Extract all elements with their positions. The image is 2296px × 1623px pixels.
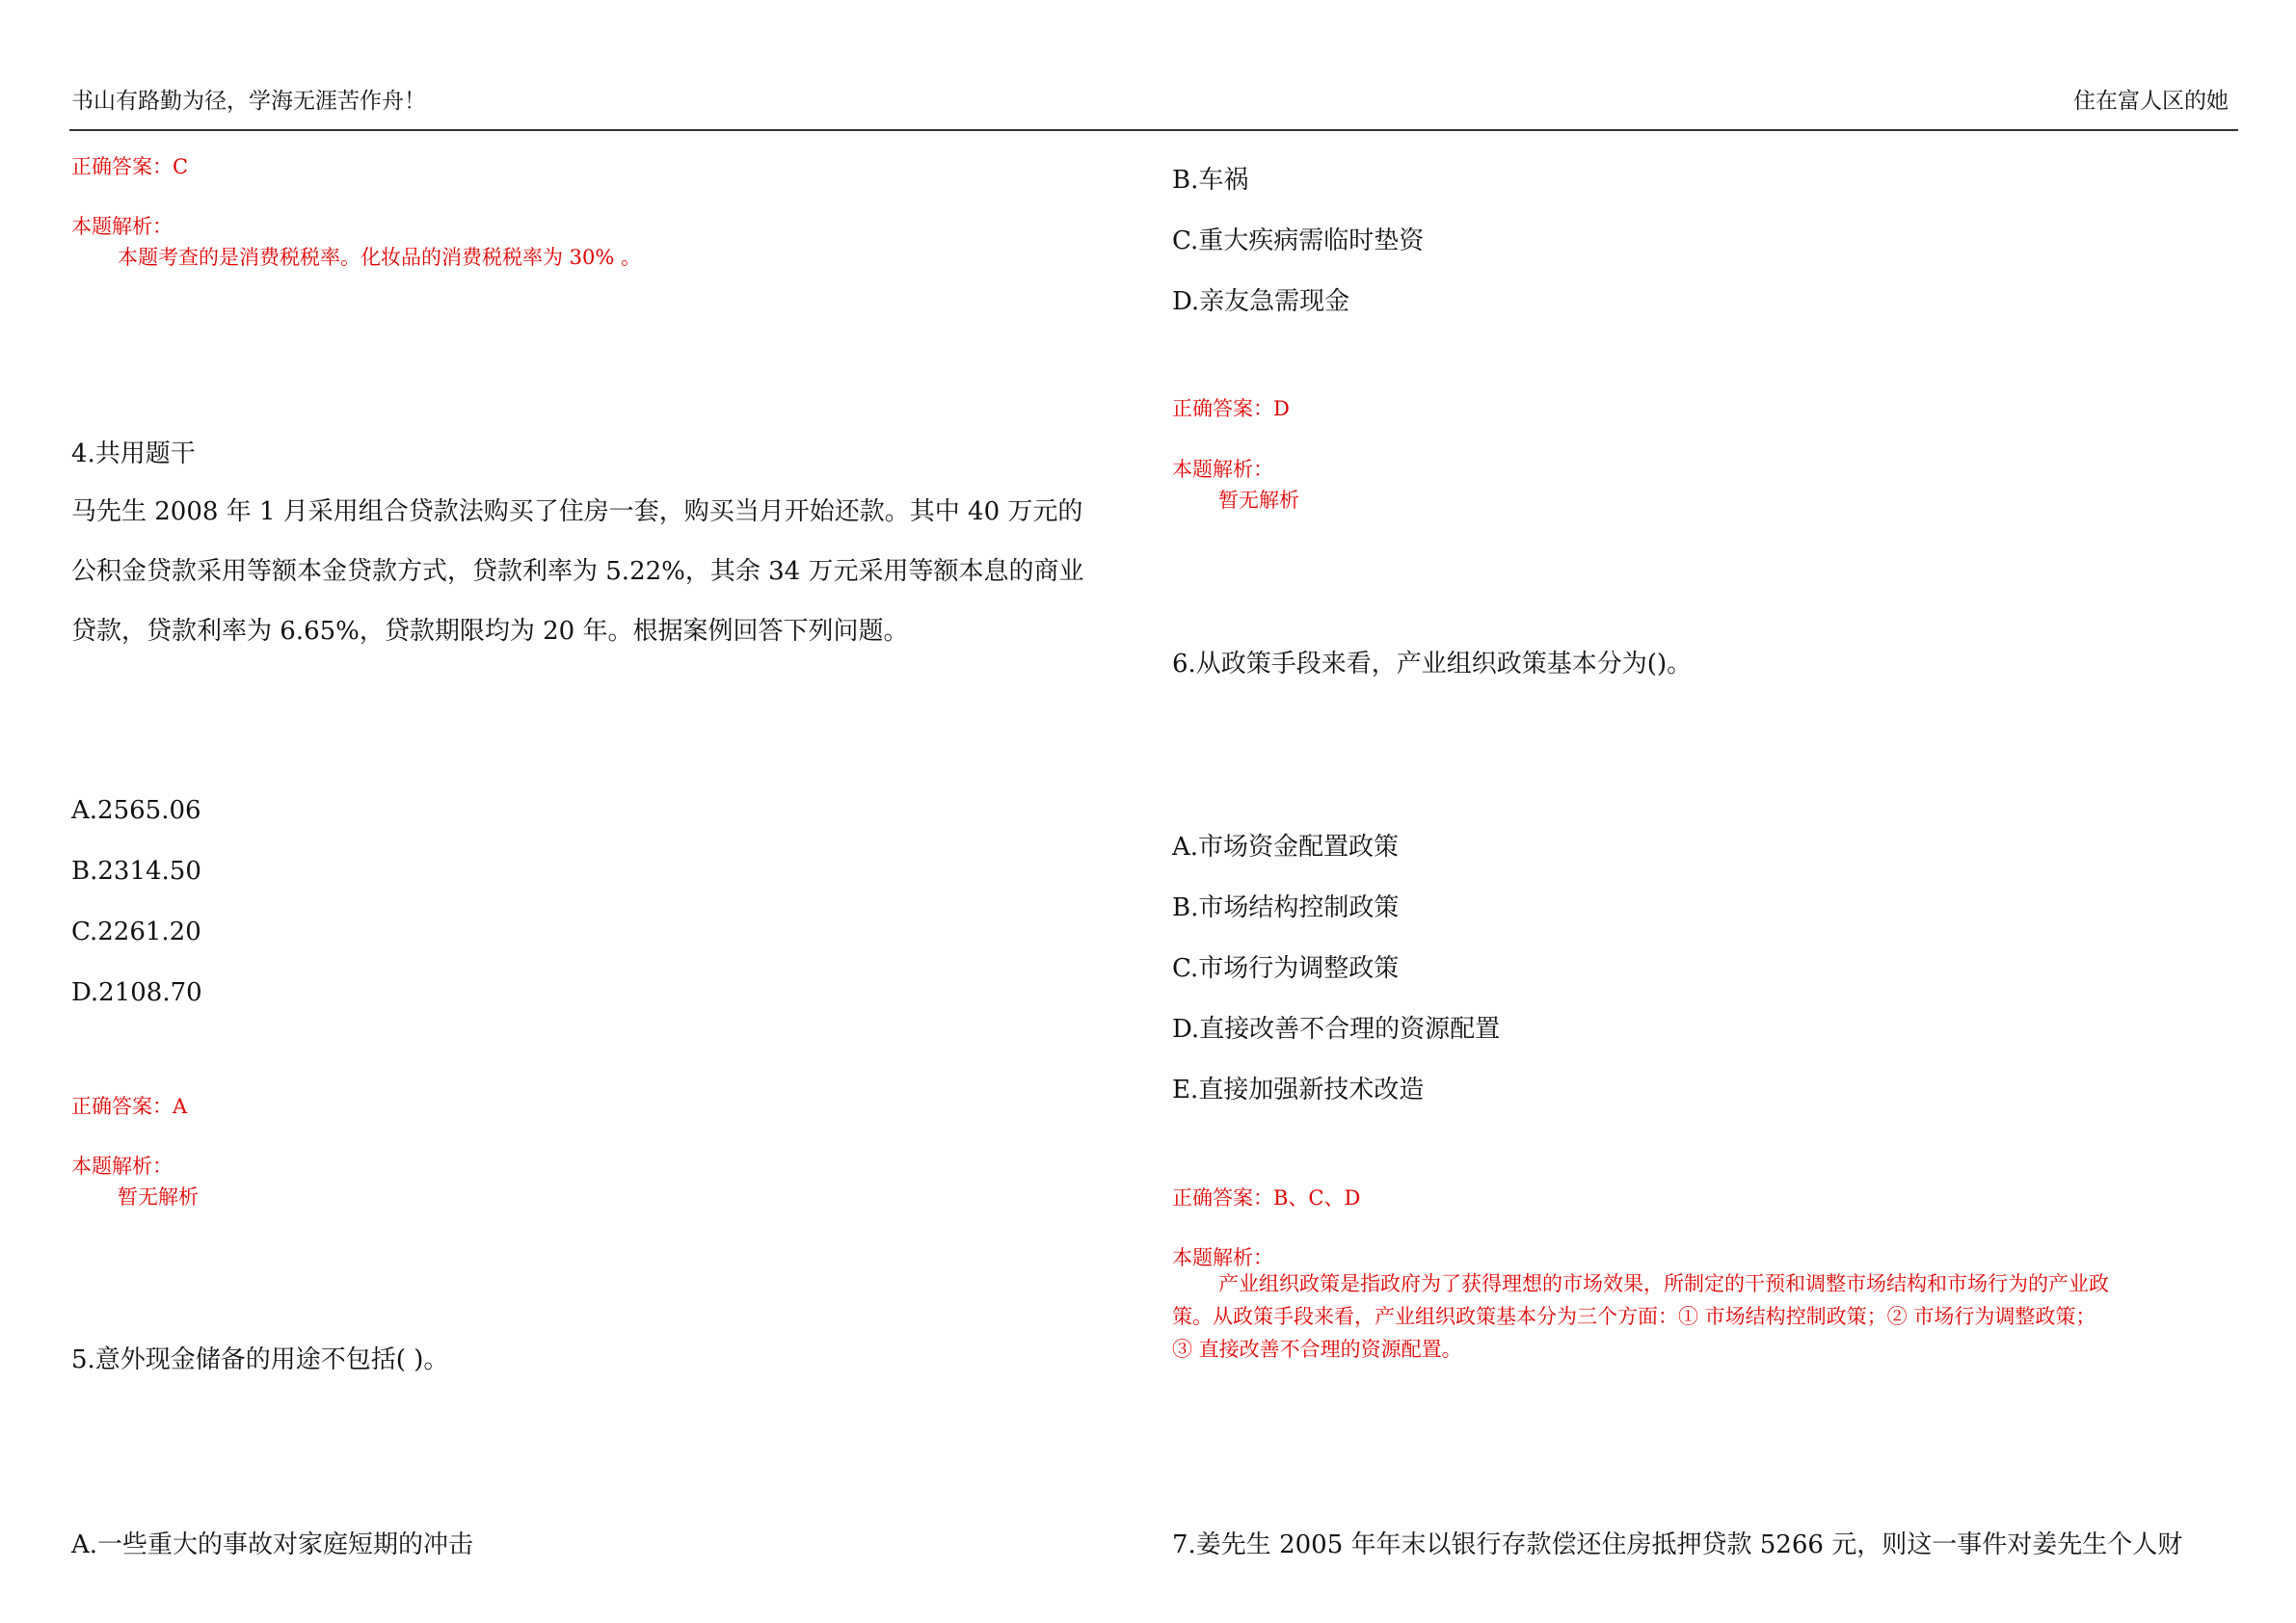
q6-explanation xyxy=(1172,1267,2242,1366)
q5-answer: 正确答案：D xyxy=(1172,397,1290,420)
q4-stem-line: 马先生 2008 年 1 月采用组合贷款法购买了住房一套，购买当月开始还款。其中 40 万元的 xyxy=(71,497,1083,526)
q6-title: 6.从政策手段来看，产业组织政策基本分为()。 xyxy=(1172,650,1693,678)
q5-explanation: 暂无解析 xyxy=(1218,489,1299,512)
q6-explanation-line: ③ 直接改善不合理的资源配置。 xyxy=(1172,1338,1462,1361)
q6-option-e: E.直接加强新技术改造 xyxy=(1172,1076,1425,1104)
q3-answer: 正确答案：C xyxy=(71,155,189,178)
q5-option-a: A.一些重大的事故对家庭短期的冲击 xyxy=(71,1530,474,1559)
q4-title: 4.共用题干 xyxy=(71,439,196,468)
q6-explanation-line: 策。从政策手段来看，产业组织政策基本分为三个方面：① 市场结构控制政策；② 市场行为调整政策； xyxy=(1172,1305,2096,1328)
q6-explanation-label: 本题解析： xyxy=(1172,1246,1273,1269)
q4-option-d: D.2108.70 xyxy=(71,978,202,1007)
header-divider xyxy=(69,129,2238,131)
q4-stem-line: 公积金贷款采用等额本金贷款方式，贷款利率为 5.22%，其余 34 万元采用等额本息的商业 xyxy=(71,557,1084,586)
q6-option-c: C.市场行为调整政策 xyxy=(1172,954,1400,983)
q6-option-d: D.直接改善不合理的资源配置 xyxy=(1172,1015,1501,1044)
q4-option-b: B.2314.50 xyxy=(71,857,201,886)
q3-explanation: 本题考查的是消费税税率。化妆品的消费税税率为 30% 。 xyxy=(118,246,642,269)
q6-answer: 正确答案：B、C、D xyxy=(1172,1186,1361,1210)
q5-option-d: D.亲友急需现金 xyxy=(1172,287,1350,316)
q4-explanation-label: 本题解析： xyxy=(71,1155,173,1178)
q4-stem xyxy=(71,482,1132,661)
q5-explanation-label: 本题解析： xyxy=(1172,458,1273,481)
q6-explanation-line: 产业组织政策是指政府为了获得理想的市场效果，所制定的干预和调整市场结构和市场行为的产业政 xyxy=(1218,1272,2109,1295)
q4-stem-line: 贷款，贷款利率为 6.65%，贷款期限均为 20 年。根据案例回答下列问题。 xyxy=(71,617,909,646)
q6-option-b: B.市场结构控制政策 xyxy=(1172,893,1400,922)
header-motto: 书山有路勤为径，学海无涯苦作舟！ xyxy=(71,89,426,114)
q5-title: 5.意外现金储备的用途不包括( )。 xyxy=(71,1345,449,1374)
q4-answer: 正确答案：A xyxy=(71,1095,188,1118)
q5-option-c: C.重大疾病需临时垫资 xyxy=(1172,226,1425,255)
q4-explanation: 暂无解析 xyxy=(118,1185,199,1209)
header-author: 住在富人区的她 xyxy=(2073,89,2229,114)
q6-option-a: A.市场资金配置政策 xyxy=(1172,833,1400,862)
q4-option-a: A.2565.06 xyxy=(71,796,201,825)
q5-option-b: B.车祸 xyxy=(1172,166,1249,195)
q4-option-c: C.2261.20 xyxy=(71,918,201,946)
q7-title: 7.姜先生 2005 年年末以银行存款偿还住房抵押贷款 5266 元，则这一事件对姜先生个人财 xyxy=(1172,1530,2183,1559)
q3-explanation-label: 本题解析： xyxy=(71,215,173,238)
